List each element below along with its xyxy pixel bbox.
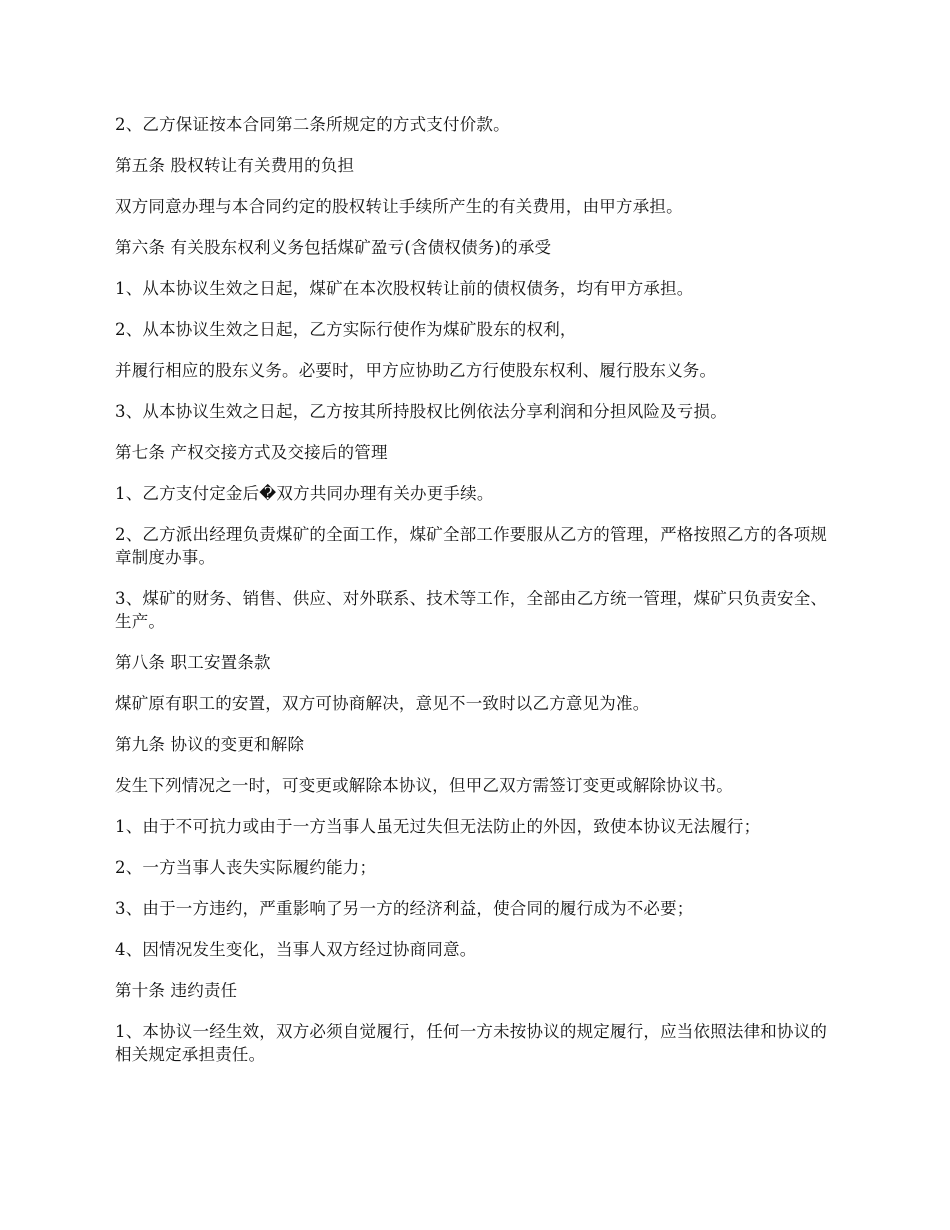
paragraph: 1、从本协议生效之日起，煤矿在本次股权转让前的债权债务，均有甲方承担。 (115, 279, 694, 298)
paragraph: 2、乙方保证按本合同第二条所规定的方式支付价款。 (115, 115, 510, 134)
paragraph: 发生下列情况之一时，可变更或解除本协议，但甲乙双方需签订变更或解除协议书。 (115, 776, 733, 795)
paragraph: 2、乙方派出经理负责煤矿的全面工作，煤矿全部工作要服从乙方的管理，严格按照乙方的各项规章制度办事。 (115, 525, 828, 567)
paragraph: 2、一方当事人丧失实际履约能力； (115, 858, 377, 877)
paragraph: 3、从本协议生效之日起，乙方按其所持股权比例依法分享利润和分担风险及亏损。 (115, 402, 727, 421)
paragraph: 1、乙方支付定金后�双方共同办理有关办更手续。 (115, 484, 494, 503)
section-heading: 第六条 有关股东权利义务包括煤矿盈亏(含债权债务)的承受 (115, 238, 552, 257)
paragraph: 双方同意办理与本合同约定的股权转让手续所产生的有关费用，由甲方承担。 (115, 197, 683, 216)
section-heading: 第九条 协议的变更和解除 (115, 735, 305, 754)
paragraph: 3、煤矿的财务、销售、供应、对外联系、技术等工作，全部由乙方统一管理，煤矿只负责安全、生产。 (115, 589, 828, 631)
section-heading: 第八条 职工安置条款 (115, 653, 271, 672)
paragraph: 2、从本协议生效之日起，乙方实际行使作为煤矿股东的权利， (115, 320, 577, 339)
section-heading: 第七条 产权交接方式及交接后的管理 (115, 443, 388, 462)
paragraph: 并履行相应的股东义务。必要时，甲方应协助乙方行使股东权利、履行股东义务。 (115, 361, 717, 380)
paragraph: 3、由于一方违约，严重影响了另一方的经济利益，使合同的履行成为不必要； (115, 899, 694, 918)
section-heading: 第五条 股权转让有关费用的负担 (115, 156, 355, 175)
paragraph: 1、本协议一经生效，双方必须自觉履行，任何一方未按协议的规定履行，应当依照法律和协议的相关规定承担责任。 (115, 1022, 828, 1064)
section-heading: 第十条 违约责任 (115, 981, 238, 1000)
paragraph: 1、由于不可抗力或由于一方当事人虽无过失但无法防止的外因，致使本协议无法履行； (115, 817, 761, 836)
document-page (115, 113, 835, 1084)
paragraph: 4、因情况发生变化，当事人双方经过协商同意。 (115, 940, 477, 959)
paragraph: 煤矿原有职工的安置，双方可协商解决，意见不一致时以乙方意见为准。 (115, 694, 650, 713)
